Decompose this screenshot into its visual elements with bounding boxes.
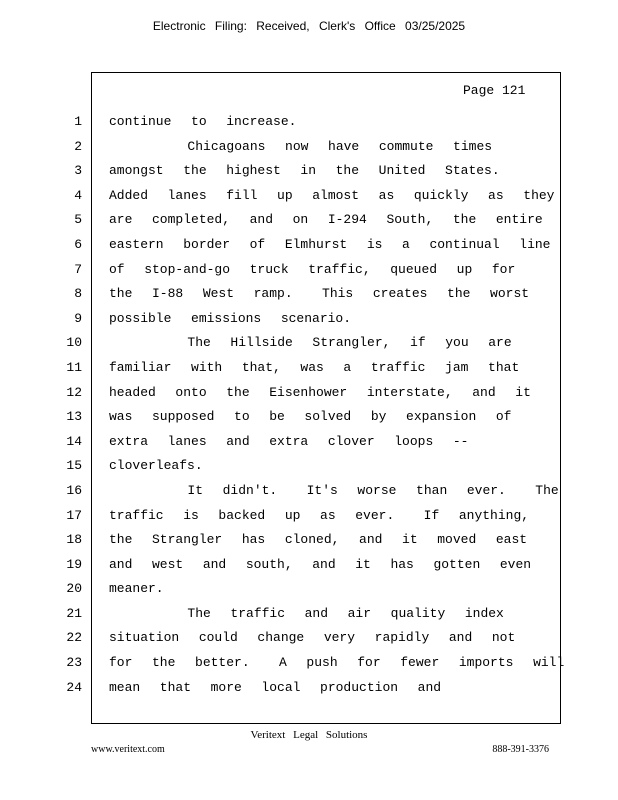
line-number: 7 [74,261,82,277]
line-number: 21 [66,605,82,621]
transcript-line: eastern border of Elmhurst is a continual line [109,236,551,252]
filing-stamp: Electronic Filing: Received, Clerk's Office 03/25/2025 [152,19,466,33]
transcript-line: for the better. A push for fewer imports will [109,655,565,671]
line-number: 9 [74,310,82,326]
line-number: 24 [66,679,82,695]
transcript-line: mean that more local production and [109,679,442,695]
transcript-line: was supposed to be solved by expansion of [109,409,512,425]
line-number: 18 [66,532,82,548]
footer-website: www.veritext.com [91,744,165,755]
line-number: 11 [66,359,82,375]
line-number-column [60,113,82,703]
transcript-line: amongst the highest in the United States. [109,163,500,179]
footer-company: Veritext Legal Solutions [250,729,368,741]
line-number: 1 [74,114,82,129]
line-number: 17 [66,507,82,523]
transcript-line: The Hillside Strangler, if you are [109,335,512,351]
transcript-line: continue to increase. [109,114,297,129]
line-number: 22 [66,630,82,646]
transcript-line: meaner. [109,581,164,597]
line-number: 20 [66,581,82,597]
line-number: 23 [66,655,82,671]
line-number: 5 [74,212,82,228]
line-number: 3 [74,163,82,179]
transcript-line: of stop-and-go truck traffic, queued up for [109,261,516,277]
line-number: 14 [66,433,82,449]
page-number: Page 121 [463,83,526,98]
line-number: 15 [66,458,82,474]
transcript-line: cloverleafs. [109,458,203,474]
transcript-line: the Strangler has cloned, and it moved east [109,532,528,548]
transcript-line: the I-88 West ramp. This creates the worst [109,286,530,302]
transcript-line: headed onto the Eisenhower interstate, and it [109,384,531,400]
transcript-line: traffic is backed up as ever. If anything, [109,507,530,523]
line-number: 2 [74,138,82,154]
transcript-line: Chicagoans now have commute times [109,138,493,154]
line-number: 16 [66,482,82,498]
line-number: 13 [66,409,82,425]
line-number: 4 [74,187,82,203]
transcript-line: familiar with that, was a traffic jam that [109,359,520,375]
transcript-line: extra lanes and extra clover loops -- [109,433,469,449]
line-number: 19 [66,556,82,572]
line-number: 12 [66,384,82,400]
line-number: 8 [74,286,82,302]
transcript-line: It didn't. It's worse than ever. The [109,482,559,498]
transcript-text [109,113,565,703]
transcript-line: possible emissions scenario. [109,310,352,326]
transcript-line: Added lanes fill up almost as quickly as they [109,187,555,203]
transcript-line: The traffic and air quality index [109,605,504,621]
line-number: 10 [66,335,82,351]
footer-phone: 888-391-3376 [492,744,549,755]
transcript-line: situation could change very rapidly and not [109,630,516,646]
transcript-line: and west and south, and it has gotten even [109,556,532,572]
transcript-line: are completed, and on I-294 South, the entire [109,212,543,228]
line-number: 6 [74,236,82,252]
